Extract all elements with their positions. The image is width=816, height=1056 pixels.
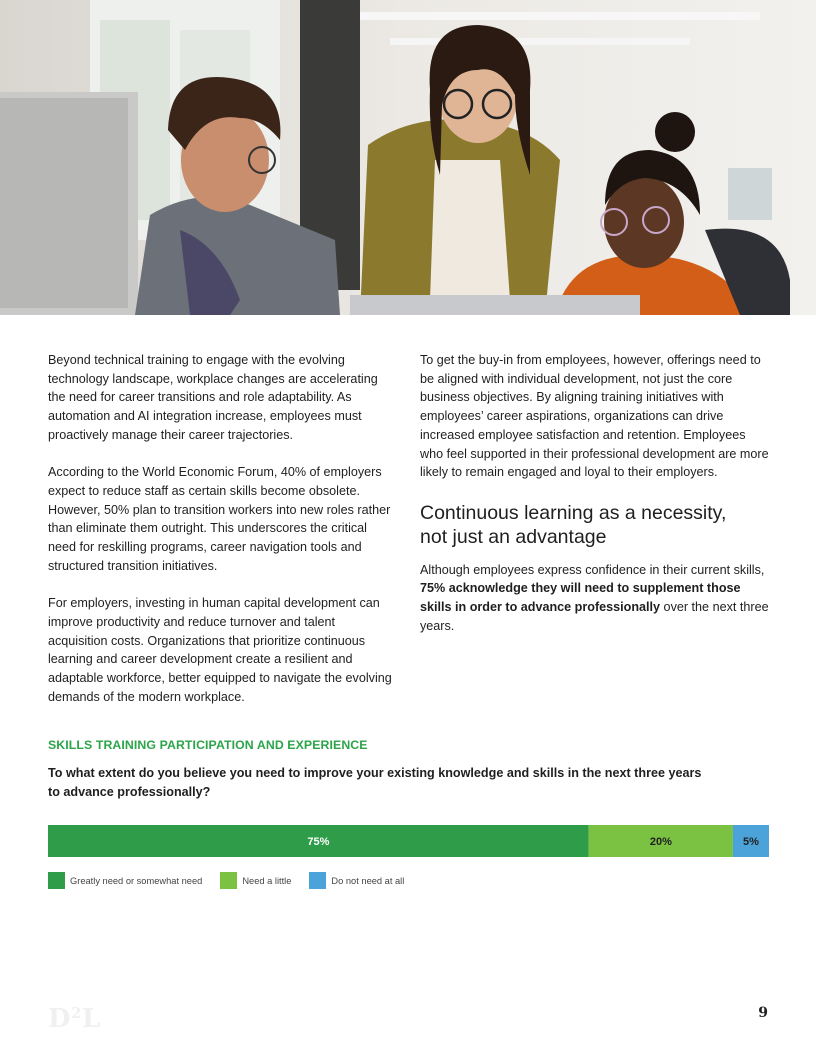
stacked-bar-chart bbox=[48, 825, 769, 857]
chart-title: SKILLS TRAINING PARTICIPATION AND EXPERIENCE bbox=[48, 738, 368, 752]
paragraph: To get the buy-in from employees, however, offerings need to be aligned with individual development, not just the core business objectives. By aligning training initiatives with employees’ career aspirations, organizations can drive increased employee satisfaction and retention. Employees who feel supported in their professional development are more likely to remain engaged and loyal to their employers. bbox=[420, 353, 769, 480]
paragraph: For employers, investing in human capital development can improve productivity and reduce turnover and talent acquisition costs. Organizations that prioritize continuous learning and career development create a resilient and adaptable workforce, better equipped to navigate the evolving demands of the modern workplace. bbox=[48, 596, 392, 704]
legend-item bbox=[309, 872, 404, 889]
text-run: over the next three years. bbox=[420, 600, 769, 633]
office-team-illustration bbox=[0, 0, 816, 315]
text-run: Although employees express confidence in their current skills, bbox=[420, 562, 765, 577]
hero-photo bbox=[0, 0, 816, 315]
logo-text: D bbox=[48, 1004, 72, 1034]
stacked-bar-svg bbox=[48, 825, 769, 857]
subheading-line: Continuous learning as a necessity, bbox=[420, 501, 727, 524]
subheading-line: not just an advantage bbox=[420, 525, 607, 548]
legend-item bbox=[48, 872, 202, 889]
chart-legend bbox=[48, 872, 422, 889]
legend-label: Greatly need or somewhat need bbox=[70, 875, 203, 886]
page-number: 9 bbox=[758, 1005, 768, 1021]
logo-text: L bbox=[81, 1004, 101, 1034]
left-column bbox=[48, 351, 396, 725]
paragraph: According to the World Economic Forum, 40% of employers expect to reduce staff as certain skills become obsolete. However, 50% plan to transition workers into new roles rather than eliminate them outright. This underscores the critical need for reskilling programs, career navigation tools and structured transition initiatives. bbox=[48, 465, 391, 573]
logo-text: 2 bbox=[71, 1004, 82, 1022]
legend-swatch bbox=[220, 872, 237, 889]
section-subheading bbox=[420, 501, 772, 549]
legend-item bbox=[220, 872, 291, 889]
emphasis-text: 75% acknowledge they will need to supplement those skills in order to advance professionally bbox=[420, 581, 741, 615]
legend-swatch bbox=[309, 872, 326, 889]
question-line: To what extent do you believe you need to improve your existing knowledge and skills in the next three years bbox=[48, 766, 702, 780]
paragraph bbox=[420, 561, 772, 636]
paragraph: Beyond technical training to engage with the evolving technology landscape, workplace changes are accelerating the need for career transitions and role adaptability. As automation and AI integration increase, employees must proactively manage their career trajectories. bbox=[48, 353, 378, 442]
chart-question bbox=[48, 764, 748, 801]
bar-value-label: 75% bbox=[307, 836, 330, 848]
question-line: to advance professionally? bbox=[48, 784, 211, 799]
legend-label: Do not need at all bbox=[331, 875, 405, 886]
right-column bbox=[420, 351, 772, 654]
bar-value-label: 20% bbox=[649, 836, 672, 848]
bar-value-label: 5% bbox=[743, 836, 759, 848]
d2l-logo bbox=[48, 1004, 101, 1034]
legend-label: Need a little bbox=[242, 875, 292, 886]
legend-swatch bbox=[48, 872, 65, 889]
